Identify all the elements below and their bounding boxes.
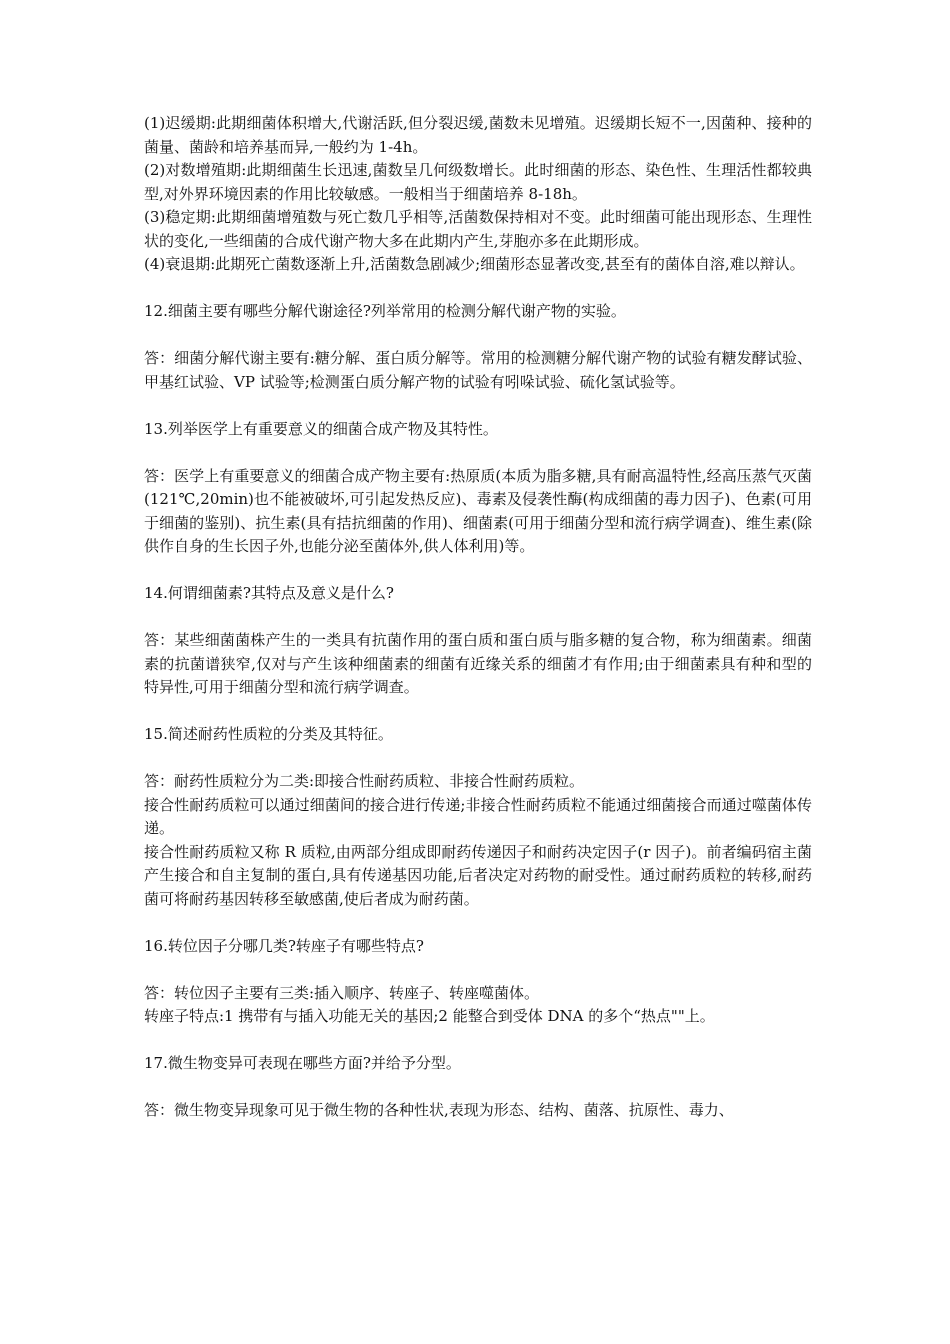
question-13: 13.列举医学上有重要意义的细菌合成产物及其特性。: [144, 419, 498, 438]
paragraph-spacer: [144, 958, 812, 982]
paragraph-spacer: [144, 441, 812, 465]
paragraph-spacer: [144, 324, 812, 348]
answer-16-b: 转座子特点:1 携带有与插入功能无关的基因;2 能整合到受体 DNA 的多个“热点""上。: [144, 1007, 715, 1025]
paragraph-spacer: [144, 559, 812, 583]
stage-lag: (1)迟缓期:此期细菌体积增大,代谢活跃,但分裂迟缓,菌数未见增殖。迟缓期长短不一,因菌种、接种的菌量、菌龄和培养基而异,一般约为 1-4h。: [144, 114, 812, 156]
stage-stationary: (3)稳定期:此期细菌增殖数与死亡数几乎相等,活菌数保持相对不变。此时细菌可能出现形态、生理性状的变化,一些细菌的合成代谢产物大多在此期内产生,芽胞亦多在此期形成。: [144, 208, 812, 250]
paragraph-spacer: [144, 747, 812, 771]
question-15: 15.简述耐药性质粒的分类及其特征。: [144, 725, 393, 743]
stage-log: (2)对数增殖期:此期细菌生长迅速,菌数呈几何级数增长。此时细菌的形态、染色性、生理活性都较典型,对外界环境因素的作用比较敏感。一般相当于细菌培养 8-18h。: [144, 161, 812, 203]
paragraph-spacer: [144, 394, 812, 418]
paragraph-spacer: [144, 277, 812, 301]
paragraph-spacer: [144, 911, 812, 935]
question-16: 16.转位因子分哪几类?转座子有哪些特点?: [144, 936, 424, 955]
paragraph-spacer: [144, 1029, 812, 1053]
answer-12: 答：细菌分解代谢主要有:糖分解、蛋白质分解等。常用的检测糖分解代谢产物的试验有糖发酵试验、甲基红试验、VP 试验等;检测蛋白质分解产物的试验有吲哚试验、硫化氢试验等。: [144, 349, 812, 391]
answer-17: 答：微生物变异现象可见于微生物的各种性状,表现为形态、结构、菌落、抗原性、毒力、: [144, 1101, 734, 1119]
document-page: [144, 112, 812, 1123]
paragraph-spacer: [144, 700, 812, 724]
answer-16-a: 答：转位因子主要有三类:插入顺序、转座子、转座噬菌体。: [144, 983, 540, 1002]
question-12: 12.细菌主要有哪些分解代谢途径?列举常用的检测分解代谢产物的实验。: [144, 302, 626, 320]
answer-15-b: 接合性耐药质粒可以通过细菌间的接合进行传递;非接合性耐药质粒不能通过细菌接合而通过噬菌体传递。: [144, 795, 812, 837]
question-17: 17.微生物变异可表现在哪些方面?并给予分型。: [144, 1054, 461, 1072]
answer-14: 答：某些细菌菌株产生的一类具有抗菌作用的蛋白质和蛋白质与脂多糖的复合物，称为细菌素。细菌素的抗菌谱狭窄,仅对与产生该种细菌素的细菌有近缘关系的细菌才有作用;由于细菌素具有种和型的特异性,可用于细菌分型和流行病学调查。: [144, 631, 812, 696]
answer-15-c: 接合性耐药质粒又称 R 质粒,由两部分组成即耐药传递因子和耐药决定因子(r 因子)。前者编码宿主菌产生接合和自主复制的蛋白,具有传递基因功能,后者决定对药物的耐受性。通过耐药质粒的转移,耐药菌可将耐药基因转移至敏感菌,使后者成为耐药菌。: [144, 842, 812, 908]
paragraph-spacer: [144, 1076, 812, 1100]
answer-15-a: 答：耐药性质粒分为二类:即接合性耐药质粒、非接合性耐药质粒。: [144, 772, 585, 790]
answer-13: 答：医学上有重要意义的细菌合成产物主要有:热原质(本质为脂多糖,具有耐高温特性,经高压蒸气灭菌(121℃,20min)也不能被破坏,可引起发热反应)、毒素及侵袭性酶(构成细菌的毒力因子)、色素(可用于细菌的鉴别)、抗生素(具有拮抗细菌的作用)、细菌素(可用于细菌分型和流行病学调查)、维生素(除供作自身的生长因子外,也能分泌至菌体外,供人体利用)等。: [144, 466, 812, 555]
question-14: 14.何谓细菌素?其特点及意义是什么?: [144, 584, 394, 602]
stage-decline: (4)衰退期:此期死亡菌数逐渐上升,活菌数急剧减少;细菌形态显著改变,甚至有的菌体自溶,难以辩认。: [144, 255, 805, 273]
paragraph-spacer: [144, 606, 812, 630]
